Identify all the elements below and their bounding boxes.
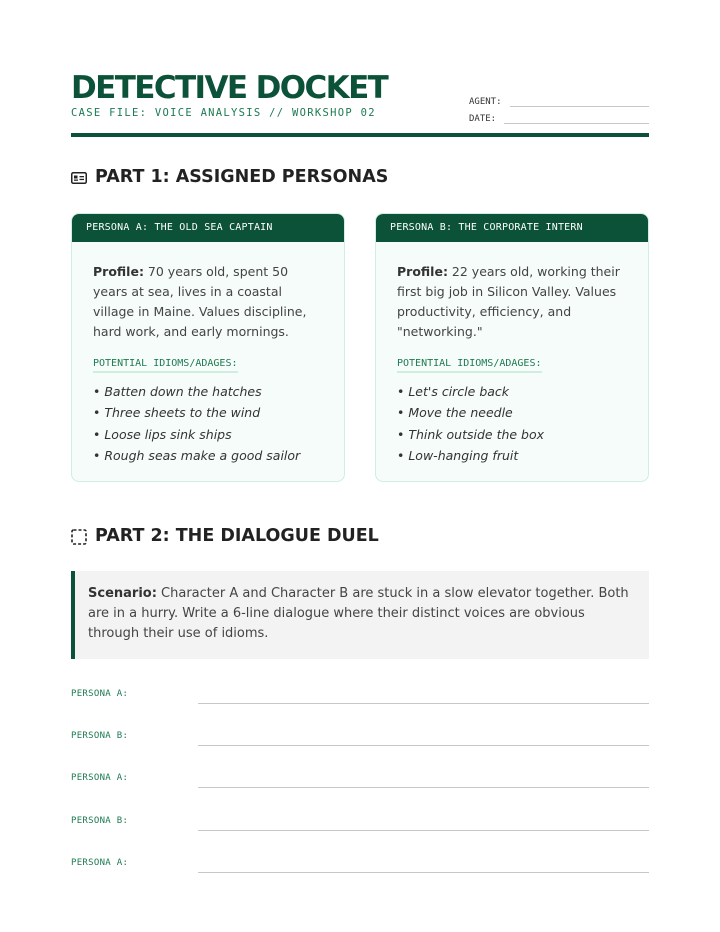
part1-title: PART 1: ASSIGNED PERSONAS xyxy=(95,167,389,187)
date-row xyxy=(469,107,649,124)
list-item: • Loose lips sink ships xyxy=(93,426,232,442)
date-label: DATE: xyxy=(469,114,497,124)
date-field[interactable] xyxy=(504,112,649,124)
persona-card-b xyxy=(375,213,649,482)
dialogue-speaker-label: PERSONA A: xyxy=(71,689,129,699)
list-item: • Low-hanging fruit xyxy=(397,447,519,463)
agent-date-fields xyxy=(469,90,649,124)
list-item: • Three sheets to the wind xyxy=(93,405,261,421)
persona-card-a xyxy=(71,213,345,482)
scenario-label: Scenario: xyxy=(88,586,157,601)
profile-text: 22 years old, working their first big job in Silicon Valley. Values productivity, efficiency, and "networking." xyxy=(397,264,620,339)
dialogue-speaker-label: PERSONA B: xyxy=(71,731,129,741)
page-title: DETECTIVE DOCKET xyxy=(71,70,388,106)
part1-heading xyxy=(71,167,388,187)
list-item: • Batten down the hatches xyxy=(93,384,262,399)
dialogue-speaker-label: PERSONA A: xyxy=(71,858,129,868)
agent-row xyxy=(469,90,649,107)
list-item: • Move the needle xyxy=(397,405,513,421)
dialogue-line xyxy=(71,816,649,836)
dialogue-write-line[interactable] xyxy=(198,872,649,873)
persona-b-profile xyxy=(397,262,630,342)
dashed-selection-icon xyxy=(71,529,87,543)
docket-header xyxy=(71,70,649,124)
dialogue-write-line[interactable] xyxy=(198,745,649,746)
scenario-box xyxy=(71,571,649,659)
idiom-list xyxy=(397,381,630,466)
dialogue-speaker-label: PERSONA A: xyxy=(71,773,129,783)
list-item: • Think outside the box xyxy=(397,426,545,442)
idioms-label: POTENTIAL IDIOMS/ADAGES: xyxy=(397,358,542,373)
scenario-text: Character A and Character B are stuck in a slow elevator together. Both are in a hurry. Write a 6-line dialogue where their distinct voices are obvious through their use of idioms. xyxy=(88,586,629,641)
persona-a-header: PERSONA A: THE OLD SEA CAPTAIN xyxy=(72,214,344,242)
persona-b-header: PERSONA B: THE CORPORATE INTERN xyxy=(376,214,648,242)
dialogue-line xyxy=(71,689,649,709)
dialogue-speaker-label: PERSONA B: xyxy=(71,816,129,826)
id-card-icon xyxy=(71,170,87,184)
profile-label: Profile: xyxy=(93,264,144,279)
idioms-label: POTENTIAL IDIOMS/ADAGES: xyxy=(93,358,238,373)
part2-heading xyxy=(71,526,379,546)
idiom-list xyxy=(93,381,326,466)
header-divider xyxy=(71,133,649,137)
dialogue-write-line[interactable] xyxy=(198,830,649,831)
dialogue-line xyxy=(71,773,649,793)
persona-a-profile xyxy=(93,262,326,342)
case-file-subtitle: CASE FILE: VOICE ANALYSIS // WORKSHOP 02 xyxy=(71,107,376,119)
profile-text: 70 years old, spent 50 years at sea, lives in a coastal village in Maine. Values discipline, hard work, and early mornings. xyxy=(93,264,307,339)
list-item: • Let's circle back xyxy=(397,384,510,399)
profile-label: Profile: xyxy=(397,264,448,279)
agent-field[interactable] xyxy=(510,95,649,107)
agent-label: AGENT: xyxy=(469,97,502,107)
dialogue-write-line[interactable] xyxy=(198,703,649,704)
part2-title: PART 2: THE DIALOGUE DUEL xyxy=(95,526,379,546)
dialogue-write-line[interactable] xyxy=(198,787,649,788)
list-item: • Rough seas make a good sailor xyxy=(93,447,301,463)
dialogue-line xyxy=(71,858,649,878)
dialogue-line xyxy=(71,731,649,751)
